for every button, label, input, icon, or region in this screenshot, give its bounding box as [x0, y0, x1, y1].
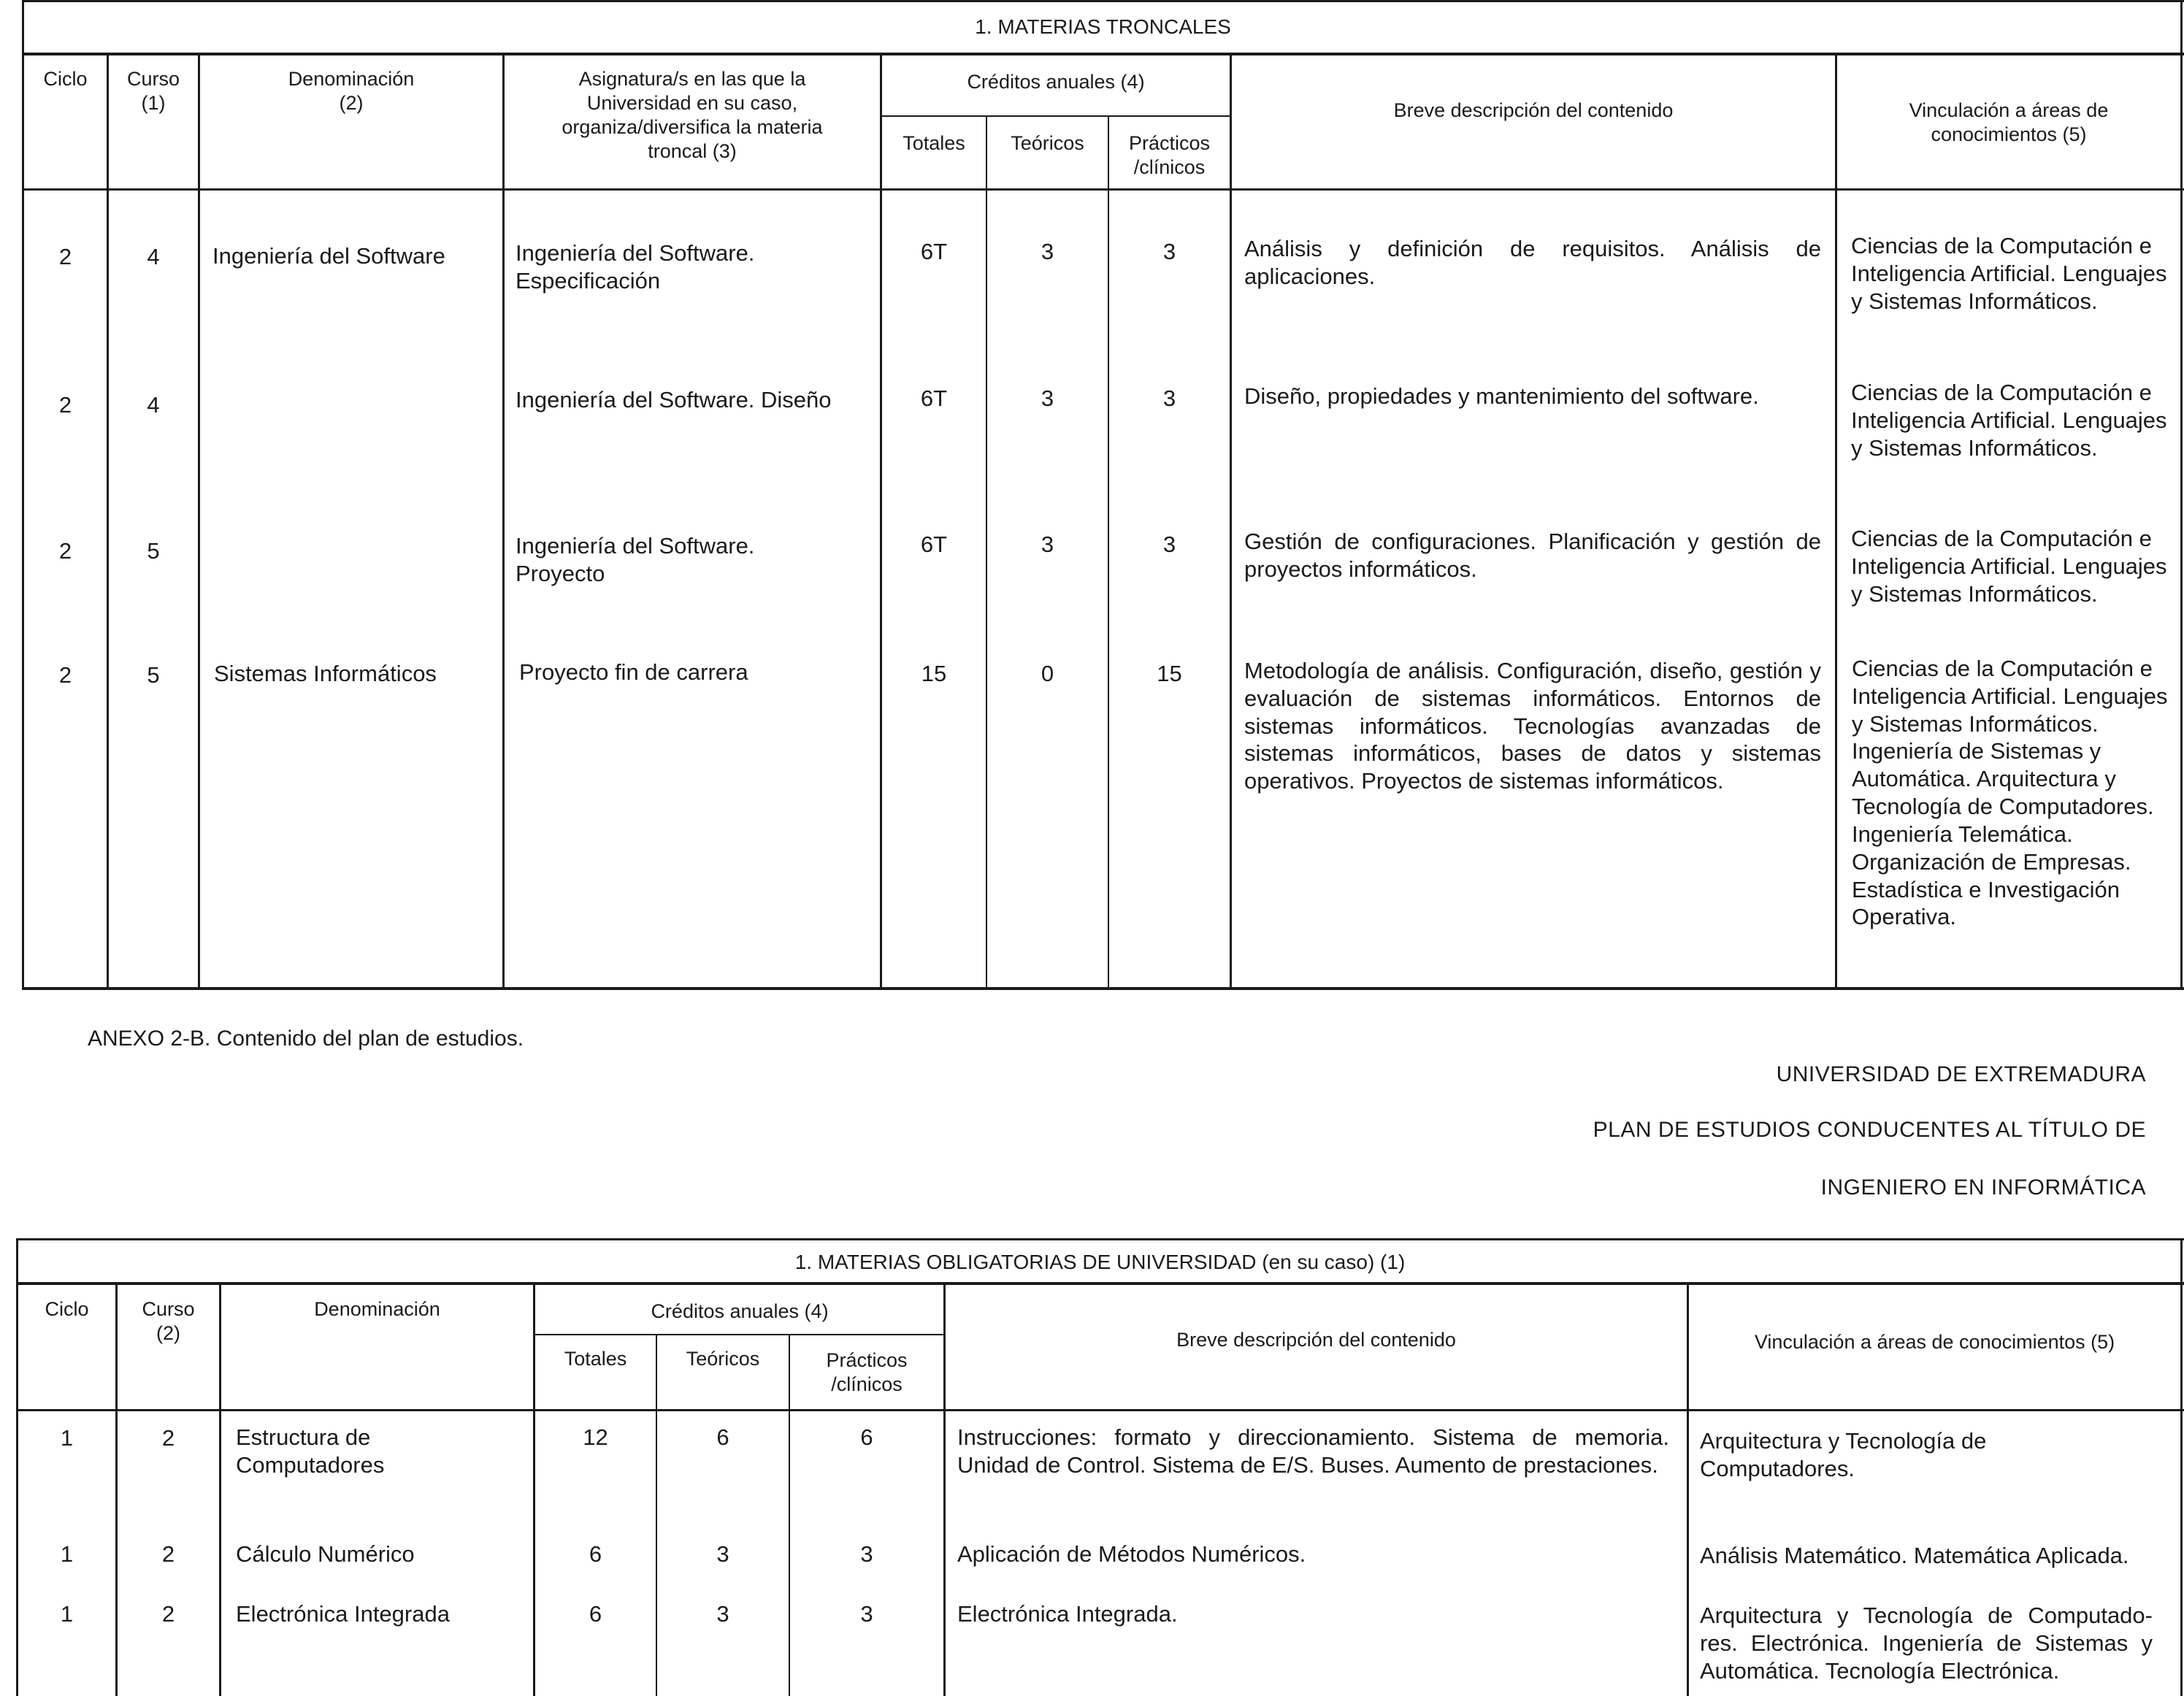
- header-ciclo: Ciclo: [45, 1298, 89, 1320]
- cell-practicos: 3: [860, 1541, 873, 1567]
- cell-ciclo: 1: [60, 1425, 74, 1451]
- cell-teoricos: 3: [1041, 385, 1054, 411]
- plan-title: PLAN DE ESTUDIOS CONDUCENTES AL TÍTULO DE: [1593, 1118, 2146, 1142]
- cell-curso: 4: [147, 392, 160, 418]
- cell-totales: 12: [583, 1424, 608, 1450]
- cell-curso: 2: [161, 1601, 175, 1627]
- cell-curso: 2: [161, 1425, 175, 1451]
- cell-ciclo: 1: [60, 1541, 74, 1567]
- degree-name: INGENIERO EN INFORMÁTICA: [1820, 1175, 2146, 1200]
- table-title: 1. MATERIAS TRONCALES: [975, 15, 1231, 38]
- header-practicos: Prácticos /clínicos: [1128, 132, 1211, 178]
- cell-totales: 6: [589, 1601, 602, 1627]
- cell-asignatura: Ingeniería del Software. Especificación: [516, 240, 755, 293]
- cell-descripcion: Metodología de análisis. Configuración, diseño, gestión y evaluación de sistemas informáticos. Entornos de sistemas informáticos. Tecnologías avanzadas de sistemas informáticos, bases de datos y sistemas operativos. Proyectos de sistemas informáticos.: [1244, 658, 1821, 794]
- cell-descripcion: Análisis y definición de requisitos. Análisis de aplicaciones.: [1244, 236, 1821, 289]
- cell-teoricos: 3: [1041, 239, 1054, 264]
- cell-teoricos: 3: [1041, 532, 1054, 557]
- table-title: 1. MATERIAS OBLIGATORIAS DE UNIVERSIDAD (en su caso) (1): [794, 1251, 1406, 1273]
- header-creditos: Créditos anuales (4): [967, 71, 1145, 93]
- header-descripcion: Breve descripción del contenido: [1176, 1329, 1456, 1351]
- cell-teoricos: 0: [1041, 661, 1054, 686]
- header-denominacion: Denominación: [314, 1298, 440, 1320]
- cell-practicos: 3: [1162, 385, 1176, 411]
- cell-descripcion: Gestión de configuraciones. Planificación y gestión de proyectos informáticos.: [1244, 529, 1821, 582]
- cell-denominacion: Ingeniería del Software: [212, 243, 445, 269]
- cell-asignatura: Ingeniería del Software. Proyecto: [516, 533, 755, 586]
- cell-curso: 5: [147, 662, 160, 688]
- cell-vinculacion: Análisis Matemático. Matemática Aplicada.: [1700, 1543, 2129, 1568]
- header-teoricos: Teóricos: [1011, 132, 1084, 154]
- cell-vinculacion: Ciencias de la Computación e Inteligencia Artificial. Lenguajes y Sistemas Informáticos.: [1851, 380, 2167, 461]
- cell-asignatura: Proyecto fin de carrera: [519, 659, 748, 685]
- cell-denominacion: Estructura de Computadores: [236, 1424, 385, 1478]
- header-creditos: Créditos anuales (4): [651, 1300, 829, 1322]
- cell-vinculacion: Ciencias de la Computación e Inteligencia Artificial. Lenguajes y Sistemas Informáticos.: [1851, 526, 2167, 607]
- header-curso: Curso (2): [142, 1298, 195, 1344]
- header-practicos: Prácticos /clínicos: [826, 1349, 908, 1395]
- cell-curso: 2: [161, 1541, 175, 1567]
- cell-descripcion: Electrónica Integrada.: [957, 1601, 1178, 1627]
- cell-denominacion: Electrónica Integrada: [236, 1601, 450, 1627]
- cell-practicos: 3: [860, 1601, 873, 1627]
- cell-ciclo: 2: [58, 244, 72, 269]
- cell-denominacion: Cálculo Numérico: [236, 1541, 415, 1567]
- cell-ciclo: 2: [58, 392, 72, 418]
- header-curso: Curso (1): [126, 68, 180, 114]
- header-asignaturas: Asignatura/s en las que la Universidad en su caso, organiza/diversifica la materia troncal (3): [562, 68, 823, 162]
- cell-practicos: 3: [1162, 532, 1176, 557]
- cell-practicos: 15: [1157, 661, 1182, 686]
- header-ciclo: Ciclo: [43, 68, 88, 90]
- header-denominacion: Denominación (2): [288, 68, 415, 114]
- cell-totales: 15: [921, 661, 947, 686]
- cell-asignatura: Ingeniería del Software. Diseño: [516, 387, 832, 413]
- cell-curso: 5: [147, 538, 160, 564]
- cell-denominacion: Sistemas Informáticos: [214, 661, 437, 686]
- university-name: UNIVERSIDAD DE EXTREMADURA: [1776, 1062, 2146, 1086]
- cell-vinculacion: Ciencias de la Computación e Inteligencia Artificial. Lenguajes y Sistemas Informáticos. Ingeniería de Sistemas y Automática. Arquitectura y Tecnología de Computadores. Ingeniería Telemática. Organización de Empresas. Estadística e Investigación Operativa.: [1852, 656, 2168, 930]
- cell-totales: 6T: [920, 239, 948, 264]
- cell-teoricos: 3: [716, 1601, 729, 1627]
- cell-totales: 6T: [920, 385, 948, 411]
- cell-teoricos: 3: [716, 1541, 729, 1567]
- header-vinculacion: Vinculación a áreas de conocimientos (5): [1754, 1331, 2115, 1353]
- cell-practicos: 6: [860, 1424, 873, 1450]
- cell-curso: 4: [147, 244, 160, 269]
- cell-descripcion: Aplicación de Métodos Numéricos.: [957, 1541, 1306, 1567]
- annex-caption: ANEXO 2-B. Contenido del plan de estudios.: [88, 1027, 524, 1051]
- cell-vinculacion: Arquitectura y Tecnología de Computado-res. Electrónica. Ingeniería de Sistemas y Automática. Tecnología Electrónica.: [1700, 1603, 2153, 1684]
- header-teoricos: Teóricos: [686, 1348, 760, 1370]
- header-totales: Totales: [903, 132, 965, 154]
- cell-descripcion: Instrucciones: formato y direccionamiento. Sistema de memoria. Unidad de Control. Sistema de E/S. Buses. Aumento de prestaciones.: [957, 1424, 1669, 1478]
- cell-vinculacion: Ciencias de la Computación e Inteligencia Artificial. Lenguajes y Sistemas Informáticos.: [1851, 233, 2167, 314]
- header-totales: Totales: [564, 1348, 627, 1370]
- cell-totales: 6: [589, 1541, 602, 1567]
- cell-practicos: 3: [1162, 239, 1176, 264]
- cell-teoricos: 6: [716, 1424, 729, 1450]
- cell-descripcion: Diseño, propiedades y mantenimiento del software.: [1244, 383, 1759, 409]
- cell-vinculacion: Arquitectura y Tecnología de Computadores.: [1700, 1428, 1987, 1481]
- header-vinculacion: Vinculación a áreas de conocimientos (5): [1909, 99, 2109, 145]
- cell-ciclo: 1: [60, 1601, 74, 1627]
- header-descripcion: Breve descripción del contenido: [1393, 99, 1674, 121]
- cell-ciclo: 2: [58, 662, 72, 688]
- cell-totales: 6T: [920, 532, 948, 557]
- cell-ciclo: 2: [58, 538, 72, 564]
